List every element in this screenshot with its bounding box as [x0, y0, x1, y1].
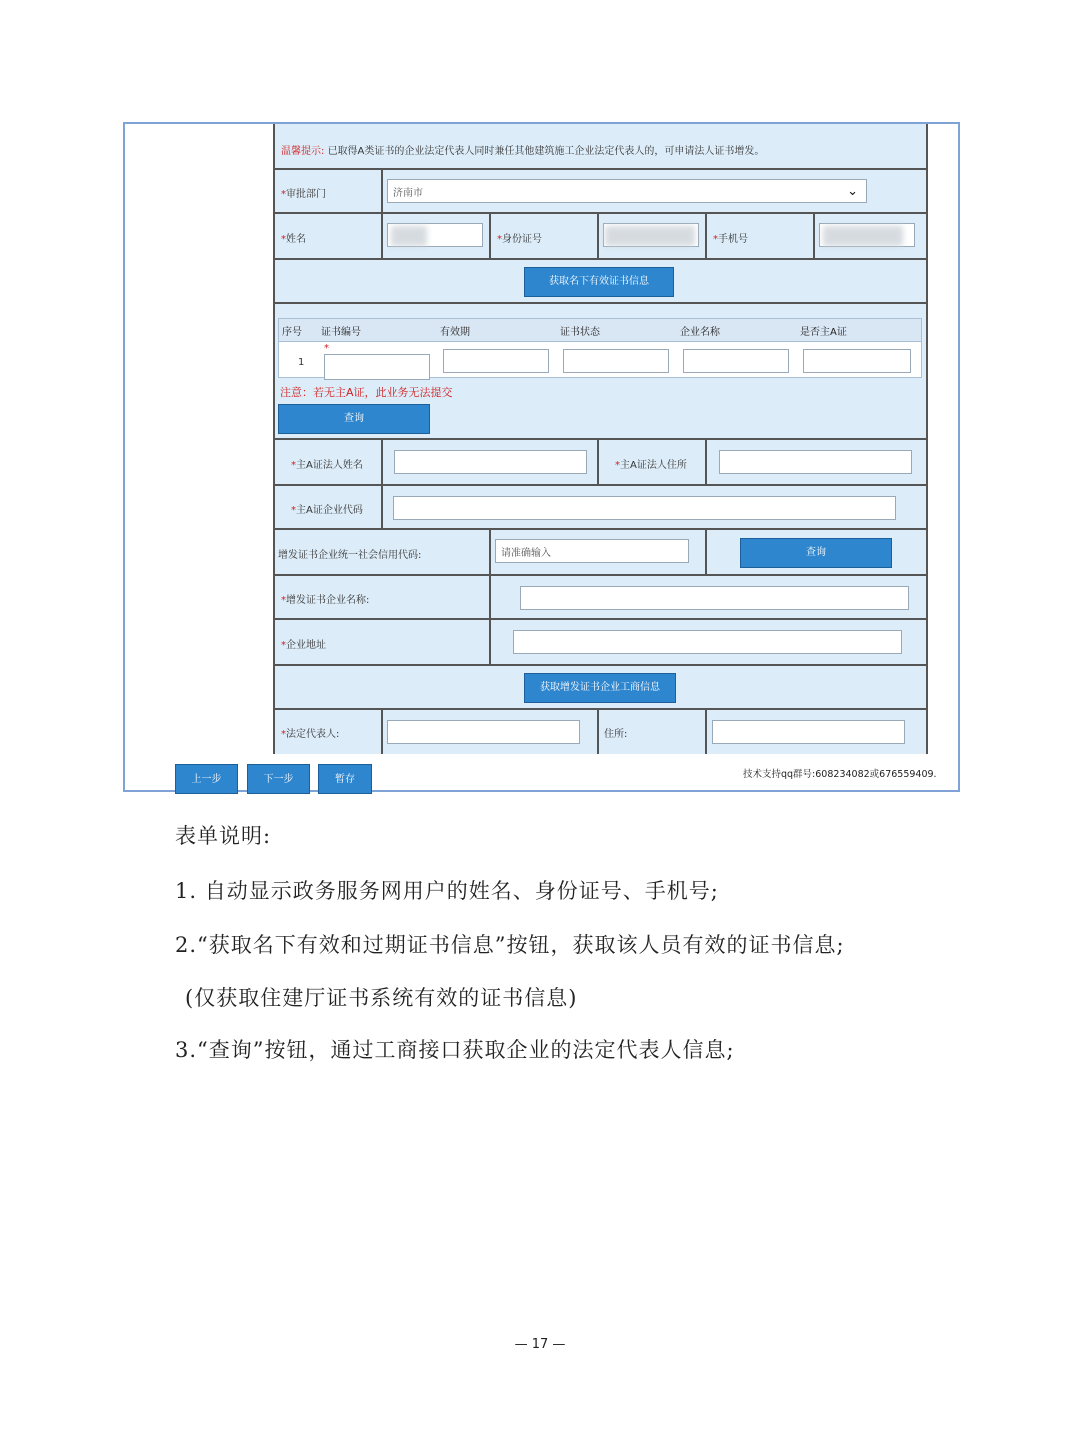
approval-dept-label: 审批部门 [286, 189, 326, 200]
description-title: 表单说明: [175, 824, 272, 848]
support-text: 技术支持qq群号:608234082或676559409. [743, 769, 937, 780]
credit-code-placeholder: 请准确输入 [501, 548, 551, 559]
legal-rep-input[interactable] [387, 720, 580, 744]
get-cert-row [275, 260, 926, 304]
name-label-cell: *姓名 [275, 214, 383, 258]
get-business-row [275, 666, 926, 710]
description-item-3: 3.“查询”按钮，通过工商接口获取企业的法定代表人信息; [175, 1038, 735, 1062]
company-name-label: 增发证书企业名称: [286, 595, 370, 606]
redacted-name [391, 226, 427, 246]
table-header-validity: 有效期 [440, 327, 470, 338]
company-address-label-cell: *企业地址 [275, 620, 491, 664]
id-label: 身份证号 [502, 234, 542, 245]
credit-code-label: 增发证书企业统一社会信用代码: [278, 550, 422, 561]
table-row-index: 1 [298, 357, 305, 368]
query-button[interactable]: 查询 [278, 404, 430, 434]
id-label-cell: *身份证号 [491, 214, 599, 258]
prev-step-button[interactable]: 上一步 [175, 764, 238, 794]
approval-dept-select[interactable] [387, 179, 867, 203]
main-cert-legal-row [275, 440, 926, 486]
redacted-phone [823, 226, 903, 246]
validity-input[interactable] [443, 349, 549, 373]
company-name-row [275, 576, 926, 620]
credit-code-input[interactable] [495, 539, 689, 563]
cert-number-input[interactable] [324, 354, 430, 380]
credit-query-button[interactable]: 查询 [740, 538, 892, 568]
description-item-2-note: (仅获取住建厅证书系统有效的证书信息) [185, 986, 578, 1010]
credit-code-row [275, 530, 926, 576]
company-input[interactable] [683, 349, 789, 373]
table-row-required-mark: * [324, 343, 329, 354]
cert-table [278, 318, 922, 378]
credit-code-label-cell [275, 530, 491, 574]
main-cert-legal-name-cell [383, 440, 599, 484]
phone-label: 手机号 [718, 234, 748, 245]
company-address-label: 企业地址 [286, 640, 326, 651]
legal-rep-input-cell [383, 710, 599, 754]
phone-value-cell [815, 214, 926, 258]
table-header-index: 序号 [282, 327, 302, 338]
legal-rep-label: 法定代表人: [286, 729, 340, 740]
approval-dept-row [275, 170, 926, 214]
description-item-1: 1. 自动显示政务服务网用户的姓名、身份证号、手机号; [175, 879, 719, 903]
next-step-button[interactable]: 下一步 [247, 764, 310, 794]
cert-table-row [275, 304, 926, 440]
form-screenshot [123, 122, 960, 792]
table-header-company: 企业名称 [680, 327, 720, 338]
main-cert-legal-name-label: 主A证法人姓名 [296, 460, 363, 471]
legal-rep-label-cell: *法定代表人: [275, 710, 383, 754]
approval-dept-label-cell: *审批部门 [275, 170, 383, 212]
legal-rep-row [275, 710, 926, 754]
residence-label: 住所: [604, 729, 628, 740]
table-header-cert-no: 证书编号 [321, 327, 361, 338]
credit-code-input-cell [491, 530, 707, 574]
main-cert-legal-address-input[interactable] [719, 450, 912, 474]
main-cert-company-code-input[interactable] [393, 496, 896, 520]
page-number: — 17 — [514, 1337, 566, 1352]
company-name-label-cell: *增发证书企业名称: [275, 576, 491, 618]
main-cert-legal-address-label: 主A证法人住所 [620, 460, 687, 471]
warning-message: 已取得A类证书的企业法定代表人同时兼任其他建筑施工企业法定代表人的，可申请法人证书增发。 [327, 146, 765, 157]
company-name-input[interactable] [520, 586, 909, 610]
company-address-input[interactable] [513, 630, 902, 654]
main-a-input[interactable] [803, 349, 911, 373]
save-draft-button[interactable]: 暂存 [318, 764, 372, 794]
table-note: 注意：若无主A证，此业务无法提交 [280, 386, 453, 399]
get-business-button[interactable]: 获取增发证书企业工商信息 [524, 673, 676, 703]
main-cert-legal-name-label-cell: *主A证法人姓名 [275, 440, 383, 484]
main-cert-legal-name-input[interactable] [394, 450, 587, 474]
residence-label-cell [599, 710, 707, 754]
main-cert-company-code-label-cell: *主A证企业代码 [275, 486, 383, 528]
id-value-cell [599, 214, 707, 258]
name-value-cell [383, 214, 491, 258]
application-form [273, 124, 928, 754]
get-cert-button[interactable]: 获取名下有效证书信息 [524, 267, 674, 297]
cert-table-header [279, 319, 921, 342]
main-cert-company-code-row [275, 486, 926, 530]
approval-dept-value: 济南市 [393, 188, 423, 199]
warning-row [275, 124, 926, 170]
residence-input[interactable] [712, 720, 905, 744]
table-header-main-a: 是否主A证 [800, 327, 847, 338]
main-cert-legal-address-label-cell: *主A证法人住所 [599, 440, 707, 484]
redacted-id [605, 226, 695, 246]
name-label: 姓名 [286, 234, 306, 245]
company-address-row [275, 620, 926, 666]
status-input[interactable] [563, 349, 669, 373]
description-item-2: 2.“获取名下有效和过期证书信息”按钮，获取该人员有效的证书信息; [175, 933, 845, 957]
main-cert-company-code-label: 主A证企业代码 [296, 505, 363, 516]
phone-label-cell: *手机号 [707, 214, 815, 258]
identity-row [275, 214, 926, 260]
warning-text [281, 142, 764, 157]
warning-prefix: 温馨提示: [281, 146, 325, 157]
chevron-down-icon: ⌄ [847, 184, 858, 199]
table-header-status: 证书状态 [560, 327, 600, 338]
